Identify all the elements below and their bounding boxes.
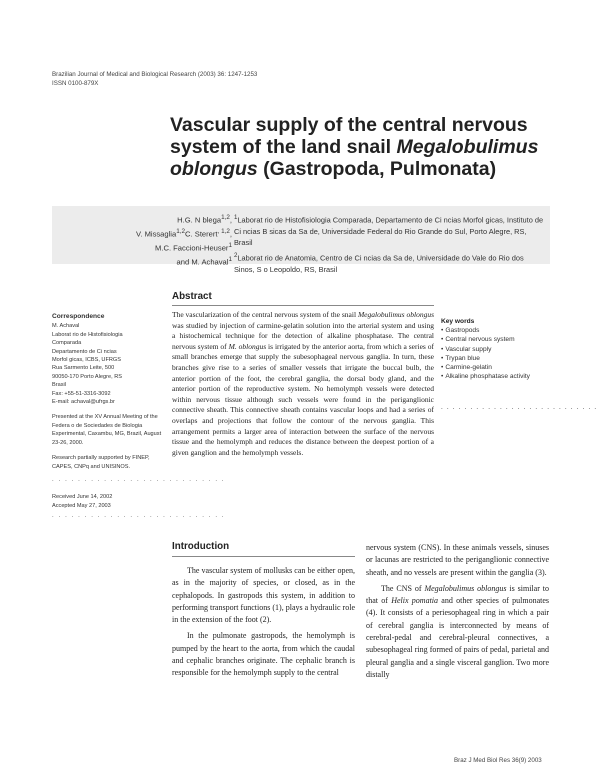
presented-note: Presented at the XV Annual Meeting of the Federa o de Sociedades de Biologia Experimental, Caxambu, MG, Brazil, August 23-26, 2000. <box>52 414 162 446</box>
accepted-date: Accepted May 27, 2003 <box>52 502 111 509</box>
correspondence-heading: Correspondence <box>52 313 105 320</box>
title-species: Megalobulimus oblongus <box>170 136 539 180</box>
intro-paragraph: nervous system (CNS). In these animals vessels, sinuses or lacunas are restricted to the periganglionic connective sheath, and no vessels are present within the ganglia (3). <box>366 543 549 577</box>
received-date: Received June 14, 2002 <box>52 494 113 501</box>
page-footer: Braz J Med Biol Res 36(9) 2003 <box>454 757 542 764</box>
keyword-item: • Gastropods <box>441 326 551 335</box>
abstract-text: The vascularization of the central nervous system of the snail Megalobulimus oblongus was studied by injection of carmine-gelatin solution into the arterial system and using a histochemical technique for the detection of alkaline phosphatase. The central nervous system of M. oblongus is irrigated by the anterior aorta, from which a series of small branches emerge that supply the subesophageal nervous ganglia. In turn, these branches give rise to a series of smaller vessels that irrigate the buccal bulb, the anterior portion of the foot, the cerebral ganglia, the dorsal body gland, and the anterior portion of the reproductive system. No hemolymph vessels were detected within nervous tissue although such vessels were found in the periganglionic connective sheath. This connective sheath contains vascular loops and had a series of overlaps and projections that follow the contour of the nervous ganglia. This arrangement permits a larger area of interaction between the surface of the nervous tissue and the hemolymph and reduces the distance between the deepest portion of a given ganglion and the hemolymph vessels. <box>172 310 434 457</box>
affiliation-1: $^1$Laborat rio de Histofisiologia Comparada, Departamento de Ci ncias Morfol gicas, Instituto de Ci ncias B sicas da Sa de, Universidade Federal do Rio Grande do Sul, Porto Alegre, RS, Brasil <box>234 214 544 248</box>
author-item: H.G. N blega$^{1,2}$, <box>177 214 232 225</box>
journal-header <box>52 70 257 88</box>
author-item: V. Missaglia$^{1,2}$C. Sterert$^{, 1,2}$, <box>135 228 232 239</box>
support-note: Research partially supported by FINEP, CAPES, CNPq and UNISINOS. <box>52 455 150 470</box>
journal-issn: ISSN 0100-879X <box>52 80 99 87</box>
keywords-divider: . . . . . . . . . . . . . . . . . . . . . . . . . . . <box>441 403 598 411</box>
title-part-1: Vascular supply of the central nervous system of the land snail <box>170 114 528 158</box>
author-item: and M. Achaval$^1$ <box>176 256 232 267</box>
abstract-rule <box>172 305 434 306</box>
keywords-heading: Key words <box>441 318 475 325</box>
author-list <box>130 212 232 269</box>
introduction-rule <box>172 556 355 557</box>
title-part-2: (Gastropoda, Pulmonata) <box>257 158 497 180</box>
keyword-item: • Central nervous system <box>441 335 551 344</box>
keyword-item: • Alkaline phosphatase activity <box>441 372 551 381</box>
keywords-list <box>441 326 551 382</box>
correspondence-email[interactable]: E-mail: achaval@ufrgs.br <box>52 399 115 406</box>
sidebar-divider: . . . . . . . . . . . . . . . . . . . . . . . . . . . <box>52 476 226 483</box>
sidebar-divider: . . . . . . . . . . . . . . . . . . . . . . . . . . . <box>52 513 226 520</box>
intro-paragraph: In the pulmonate gastropods, the hemolymph is pumped by the heart to the aorta, from which the caudal and cephalic branches originate. The cephalic branch is responsible for the hemolymph supply to the central <box>172 631 355 678</box>
introduction-heading: Introduction <box>172 541 230 552</box>
article-title <box>170 114 570 180</box>
author-item: M.C. Faccioni-Heuser$^1$ <box>155 242 232 253</box>
introduction-column-1 <box>172 565 355 684</box>
journal-citation: Brazilian Journal of Medical and Biological Research (2003) 36: 1247-1253 <box>52 71 258 78</box>
abstract-heading: Abstract <box>172 291 212 302</box>
affiliation-2: $^2$Laborat rio de Anatomia, Centro de Ci ncias da Sa de, Universidade do Vale do Rio dos Sinos, S o Leopoldo, RS, Brasil <box>234 252 524 275</box>
keyword-item: • Carmine-gelatin <box>441 363 551 372</box>
sidebar <box>52 313 226 521</box>
intro-paragraph: The CNS of Megalobulimus oblongus is similar to that of Helix pomatia and other species of pulmonates (4). It consists of a periesophageal ring in which a pair of cerebral ganglia is interconnected by means of cerebral-pedal and cerebral-pleural connectives, a subesophageal ring formed of pairs of pedal, parietal and pleural ganglia and a single visceral ganglion. Two more distally <box>366 583 550 679</box>
keyword-item: • Trypan blue <box>441 354 551 363</box>
introduction-column-2 <box>366 542 549 685</box>
intro-paragraph: The vascular system of mollusks can be either open, as in the majority of species, or closed, as in the cephalopods. In gastropods this system, in addition to performing transport functions (1), plays a hydraulic role in the extension of the foot (2). <box>172 566 355 625</box>
correspondence-address: M. Achaval Laborat rio de Histofisiologia Comparada Departamento de Ci ncias Morfol gicas, ICBS, UFRGS Rua Sarmento Leite, 500 90050-170 Porto Alegre, RS Brasil Fax: +55-51-3316-3092 E-mail: achaval@ufrgs.br <box>52 323 123 406</box>
affiliations <box>234 212 544 275</box>
keyword-item: • Vascular supply <box>441 345 551 354</box>
